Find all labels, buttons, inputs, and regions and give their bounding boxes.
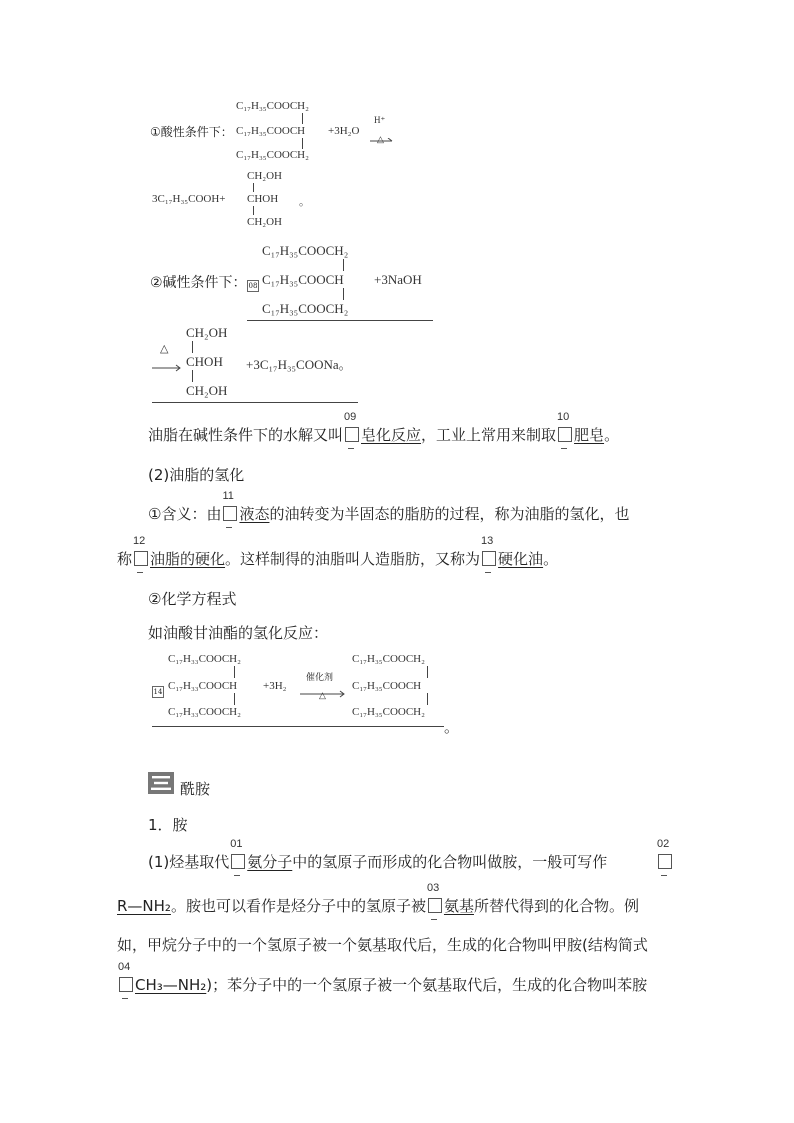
period: 。 — [444, 718, 460, 736]
paragraph-meaning-line-2: 称 12 油脂的硬化。这样制得的油脂叫人造脂肪，又称为 13 硬化油。 — [117, 548, 558, 569]
catalyst-label: 催化剂 — [306, 673, 334, 683]
paragraph-amine-line-4: 04 CH₃—NH₂)；苯分子中的一个氢原子被一个氨基取代后，生成的化合物叫苯胺 — [117, 974, 647, 995]
intro-equation: 如油酸甘油酯的氢化反应： — [148, 624, 329, 642]
product-line-1: C₁₇H₃₅COOCH₂ — [352, 653, 425, 665]
sub-heading-amine: 1．胺 — [148, 816, 188, 834]
condition-label: ②碱性条件下： — [150, 275, 247, 291]
answer-blank-marker: 13 — [482, 548, 496, 568]
paragraph-amine-line-1: (1)烃基取代 01 氨分子中的氢原子而形成的化合物叫做胺，一般可写作 — [148, 851, 607, 872]
answer-text: 氨基 — [443, 897, 474, 915]
answer-text: 液态 — [239, 505, 270, 523]
paragraph-meaning-line-1: ①含义：由 11 液态的油转变为半固态的脂肪的过程，称为油脂的氢化，也 — [148, 503, 629, 524]
answer-blank-marker: 12 — [134, 548, 148, 568]
bond-line — [302, 113, 303, 124]
reactant-line-3: C₁₇H₃₅COOCH₂ — [262, 301, 349, 316]
water-term: +3H₂O — [328, 125, 360, 137]
answer-text: 肥皂 — [574, 426, 605, 444]
product-line-2: C₁₇H₃₅COOCH — [352, 680, 422, 692]
glycerol-line-1: CH₂OH — [186, 325, 228, 340]
answer-text: 皂化反应 — [361, 426, 422, 444]
glycerol-line-3: CH₂OH — [186, 383, 228, 398]
answer-underline — [152, 726, 444, 727]
naoh-term: +3NaOH — [374, 272, 422, 287]
answer-blank-marker: 03 — [428, 895, 442, 915]
answer-blank-marker: 02 — [656, 851, 674, 871]
bond-line — [234, 693, 235, 705]
bond-line — [343, 288, 344, 300]
bond-line — [234, 666, 235, 678]
answer-blank-marker: 11 — [223, 503, 237, 523]
heading-equation: ②化学方程式 — [148, 590, 237, 608]
bond-line — [302, 138, 303, 149]
reactant-line-3: C₁₇H₃₅COOCH₂ — [236, 149, 309, 161]
hydrogen-term: +3H₂ — [263, 680, 287, 692]
bond-line — [192, 341, 193, 353]
section-title: 酰胺 — [180, 780, 211, 798]
answer-text: R—NH₂ — [117, 897, 171, 915]
reactant-line-2: C₁₇H₃₅COOCH — [262, 272, 344, 287]
answer-blank-marker: 04 — [119, 974, 133, 994]
section-three-icon — [148, 772, 174, 794]
bond-line — [427, 693, 428, 705]
reactant-line-1: C₁₇H₃₃COOCH₂ — [168, 653, 241, 665]
reactant-line-1: C₁₇H₃₅COOCH₂ — [262, 243, 349, 258]
soap-product: +3C₁₇H₃₅COONa。 — [246, 357, 352, 372]
equation-tag: 08 — [248, 282, 258, 290]
paragraph-saponification: 油脂在碱性条件下的水解又叫 09 皂化反应，工业上常用来制取 10 肥皂。 — [148, 424, 619, 445]
reactant-line-3: C₁₇H₃₃COOCH₂ — [168, 706, 241, 718]
arrow-icon — [152, 357, 182, 376]
answer-blank-marker: 09 — [345, 424, 359, 444]
reactant-line-2: C₁₇H₃₅COOCH — [236, 125, 306, 137]
glycerol-line-3: CH₂OH — [247, 216, 283, 228]
glycerol-line-2: CHOH — [247, 193, 279, 205]
answer-text: 硬化油 — [498, 550, 544, 568]
answer-text: 氨分子 — [247, 853, 293, 871]
bond-line — [427, 666, 428, 678]
heat-label: △ — [319, 690, 326, 700]
answer-underline — [152, 402, 358, 403]
heading-hydrogenation: (2)油脂的氢化 — [148, 466, 245, 484]
glycerol-line-2: CHOH — [186, 354, 223, 369]
catalyst-label: H⁺ — [374, 115, 386, 125]
paragraph-amine-line-3: 如，甲烷分子中的一个氢原子被一个氨基取代后，生成的化合物叫甲胺(结构简式 — [117, 936, 648, 954]
condition-label: ①酸性条件下： — [150, 125, 233, 139]
answer-underline — [247, 320, 433, 321]
equation-tag: 14 — [153, 688, 163, 696]
acid-product: 3C₁₇H₃₅COOH+ — [152, 193, 226, 205]
bond-line — [343, 259, 344, 271]
reactant-line-1: C₁₇H₃₅COOCH₂ — [236, 100, 309, 112]
answer-blank-marker: 10 — [558, 424, 572, 444]
paragraph-amine-line-2: R—NH₂。胺也可以看作是烃分子中的氢原子被 03 氨基所替代得到的化合物。例 — [117, 895, 639, 916]
bond-line — [253, 206, 254, 215]
product-line-3: C₁₇H₃₅COOCH₂ — [352, 706, 425, 718]
reactant-line-2: C₁₇H₃₃COOCH — [168, 680, 238, 692]
answer-text: CH₃—NH₂ — [135, 976, 207, 994]
glycerol-line-1: CH₂OH — [247, 170, 283, 182]
bond-line — [192, 370, 193, 382]
heat-label: △ — [160, 343, 169, 355]
heat-label: △ — [377, 134, 384, 144]
period: 。 — [299, 196, 310, 208]
bond-line — [253, 183, 254, 192]
answer-blank-marker: 01 — [231, 851, 245, 871]
answer-text: 油脂的硬化 — [150, 550, 226, 568]
